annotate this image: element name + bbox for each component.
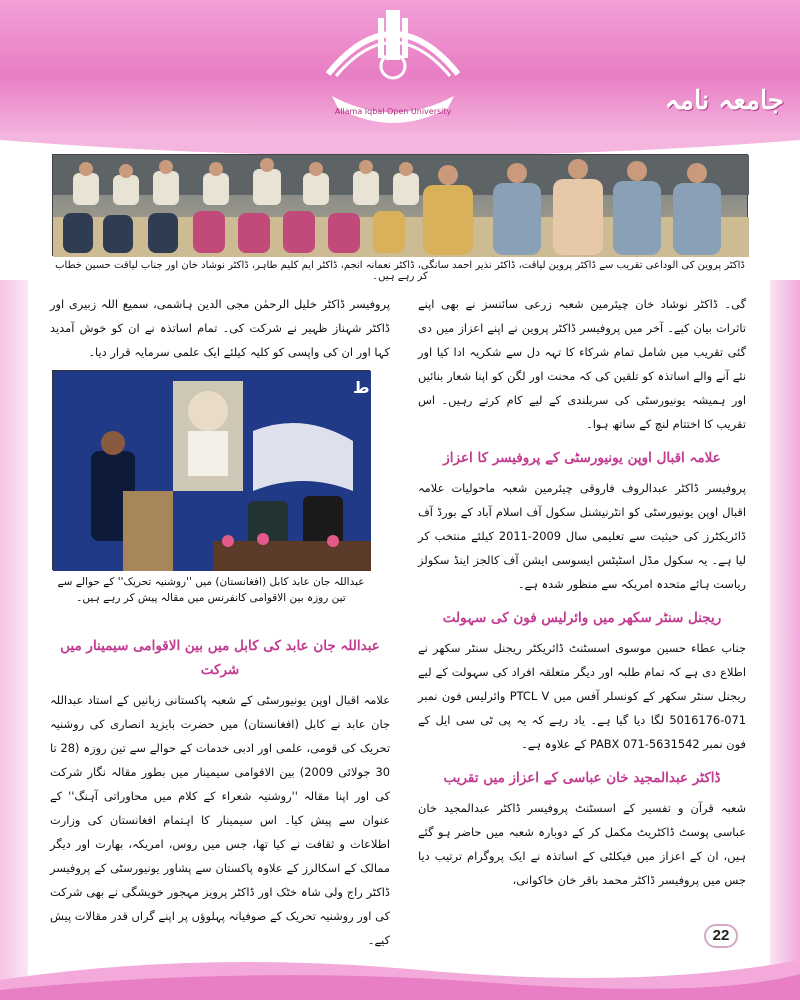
article-abbasi-ceremony: شعبہ قرآن و تفسیر کے اسسٹنٹ پروفیسر ڈاکٹر عبدالمجید خان عباسی پوسٹ ڈاکٹریٹ مکمل کر کے دوبارہ شعبہ میں حاضر ہو گئے ہیں، ان کے اعزاز میں فیکلٹی کے اساتذہ نے ایک پروگرام ترتیب دیا جس میں پروفیسر ڈاکٹر محمد باقر خان خاکوانی، <box>418 801 746 887</box>
left-column-intro <box>50 292 390 364</box>
page-number: 22 <box>704 924 738 948</box>
footer-wave <box>0 940 800 1000</box>
heading-part-a: عبداللہ جان عابد کی کابل میں <box>207 638 380 654</box>
heading-part-a: علامہ اقبال اوپن یونیورسٹی کے <box>545 450 721 466</box>
photo-banner-text: وزارت اط <box>353 378 431 397</box>
heading-professor-honor <box>418 446 746 470</box>
heading-part-a: ڈاکٹر عبدالمجید خان عباسی <box>562 770 721 786</box>
top-photo-caption: ڈاکٹر پروین کی الوداعی تقریب سے ڈاکٹر پروین لیاقت، ڈاکٹر نذیر احمد سانگی، ڈاکٹر نعمانہ انجم، ڈاکٹر ایم کلیم طاہر، ڈاکٹر نوشاد خان اور جناب لیاقت حسین خطاب کر رہے ہیں۔ <box>55 260 745 282</box>
heading-part-b: کے اعزاز میں تقریب <box>443 770 559 786</box>
left-intro-text: پروفیسر ڈاکٹر خلیل الرحمٰن مجی الدین ہاشمی، سمیع اللہ زبیری اور ڈاکٹر شہناز ظہیر نے شرکت کی۔ تمام اساتذہ نے ان کو خوش آمدید کہا اور ان کی واپسی کو کلیہ کیلئے ایک علمی سرمایہ قرار دیا۔ <box>50 297 390 359</box>
heading-part-b: وائرلیس فون کی سہولت <box>442 610 589 626</box>
article-kabul-seminar: علامہ اقبال اوپن یونیورسٹی کے شعبہ پاکستانی زبانیں کے استاد عبداللہ جان عابد نے کابل (افغانستان) میں حضرت بایزید انصاری کی روشنیہ تحریک کی قومی، علمی اور ادبی خدمات کے حوالے سے تین روزہ (28 تا 30 جولائی 2009) بین الاقوامی سیمینار میں بطور مقالہ نگار شرکت کی اور اپنا مقالہ ''روشنیہ شعراء کے کلام میں محاوراتی آہنگ'' کے عنوان سے پیش کیا۔ اس سیمینار کا اہتمام افغانستان کی وزارت اطلاعات و ثقافت نے کیا تھا، جس میں روس، امریکہ، بھارت اور دیگر ممالک کے اسکالرز کے علاوہ پاکستان سے پشاور یونیورسٹی کے پروفیسر ڈاکٹر راج ولی شاہ خٹک اور ڈاکٹر پرویز مہجور خویشگی نے بھی شرکت کی اور روشنیہ تحریک کے صوفیانہ پہلوؤں پر اپنے گراں قدر مقالات پیش کیے۔ <box>50 693 391 947</box>
kabul-conference-photo <box>52 370 431 570</box>
right-column <box>418 292 746 892</box>
heading-abbasi-ceremony <box>418 766 746 790</box>
article-wireless-phone: جناب عطاء حسین موسوی اسسٹنٹ ڈائریکٹر ریجنل سنٹر سکھر نے اطلاع دی ہے کہ تمام طلبہ اور دیگر متعلقہ افراد کی سہولت کے لیے ریجنل سنٹر سکھر کے کونسلر آفس میں PTCL V وائرلیس فون نمبر 071-5016176 لگا دیا گیا ہے۔ یاد رہے کہ یہ پی ٹی سی ایل کے فون نمبر PABX 071-5631542 کے علاوہ ہے۔ <box>418 641 747 751</box>
university-logo <box>318 4 468 136</box>
left-decorative-rail <box>0 280 28 1000</box>
kabul-photo-caption: عبداللہ جان عابد کابل (افغانستان) میں ''روشنیہ تحریک'' کے حوالے سے تین روزہ بین الاقوامی کانفرنس میں مقالہ پیش کر رہے ہیں۔ <box>57 576 365 604</box>
right-decorative-rail <box>770 280 800 1000</box>
heading-part-b: بین الاقوامی سیمینار میں شرکت <box>60 638 240 678</box>
heading-wireless-phone <box>418 606 746 630</box>
section-title: جامعہ نامہ <box>664 86 784 116</box>
left-column-article <box>50 624 390 952</box>
heading-kabul-seminar <box>50 634 390 682</box>
article-professor-honor: پروفیسر ڈاکٹر عبدالروف فاروقی چیئرمین شعبہ ماحولیات علامہ اقبال اوپن یونیورسٹی کو انٹرنیشنل سکول آف اسلام آباد کے بورڈ آف ڈائریکٹرز کی حیثیت سے تعلیمی سال 2009-2011 کیلئے منتخب کر لیا ہے۔ یہ سکول مڈل اسٹیٹس ایسوسی ایشن آف کالجز اینڈ سکولز ریاست ہائے متحدہ امریکہ سے منظور شدہ ہے۔ <box>418 481 746 591</box>
farewell-group-photo <box>52 154 748 256</box>
farewell-continuation: گی۔ ڈاکٹر نوشاد خان چیئرمین شعبہ زرعی سائنسز نے بھی اپنے تاثرات بیان کیے۔ آخر میں پروفیسر ڈاکٹر پروین نے اپنے اعزاز میں دی گئی تقریب میں شامل تمام شرکاء کا تہہ دل سے شکریہ ادا کیا اور نئے آنے والے اساتذہ کو تلقین کی کہ محنت اور لگن کو اپنا شعار بنائیں اور ہمیشہ یونیورسٹی کی سربلندی کے لیے کام کرتے رہیں۔ اس تقریب کا اختتام لنچ کے ساتھ ہوا۔ <box>418 297 746 431</box>
logo-text: Allama Iqbal Open University <box>334 107 452 116</box>
heading-part-b: پروفیسر کا اعزاز <box>443 450 541 466</box>
heading-part-a: ریجنل سنٹر سکھر میں <box>592 610 722 626</box>
